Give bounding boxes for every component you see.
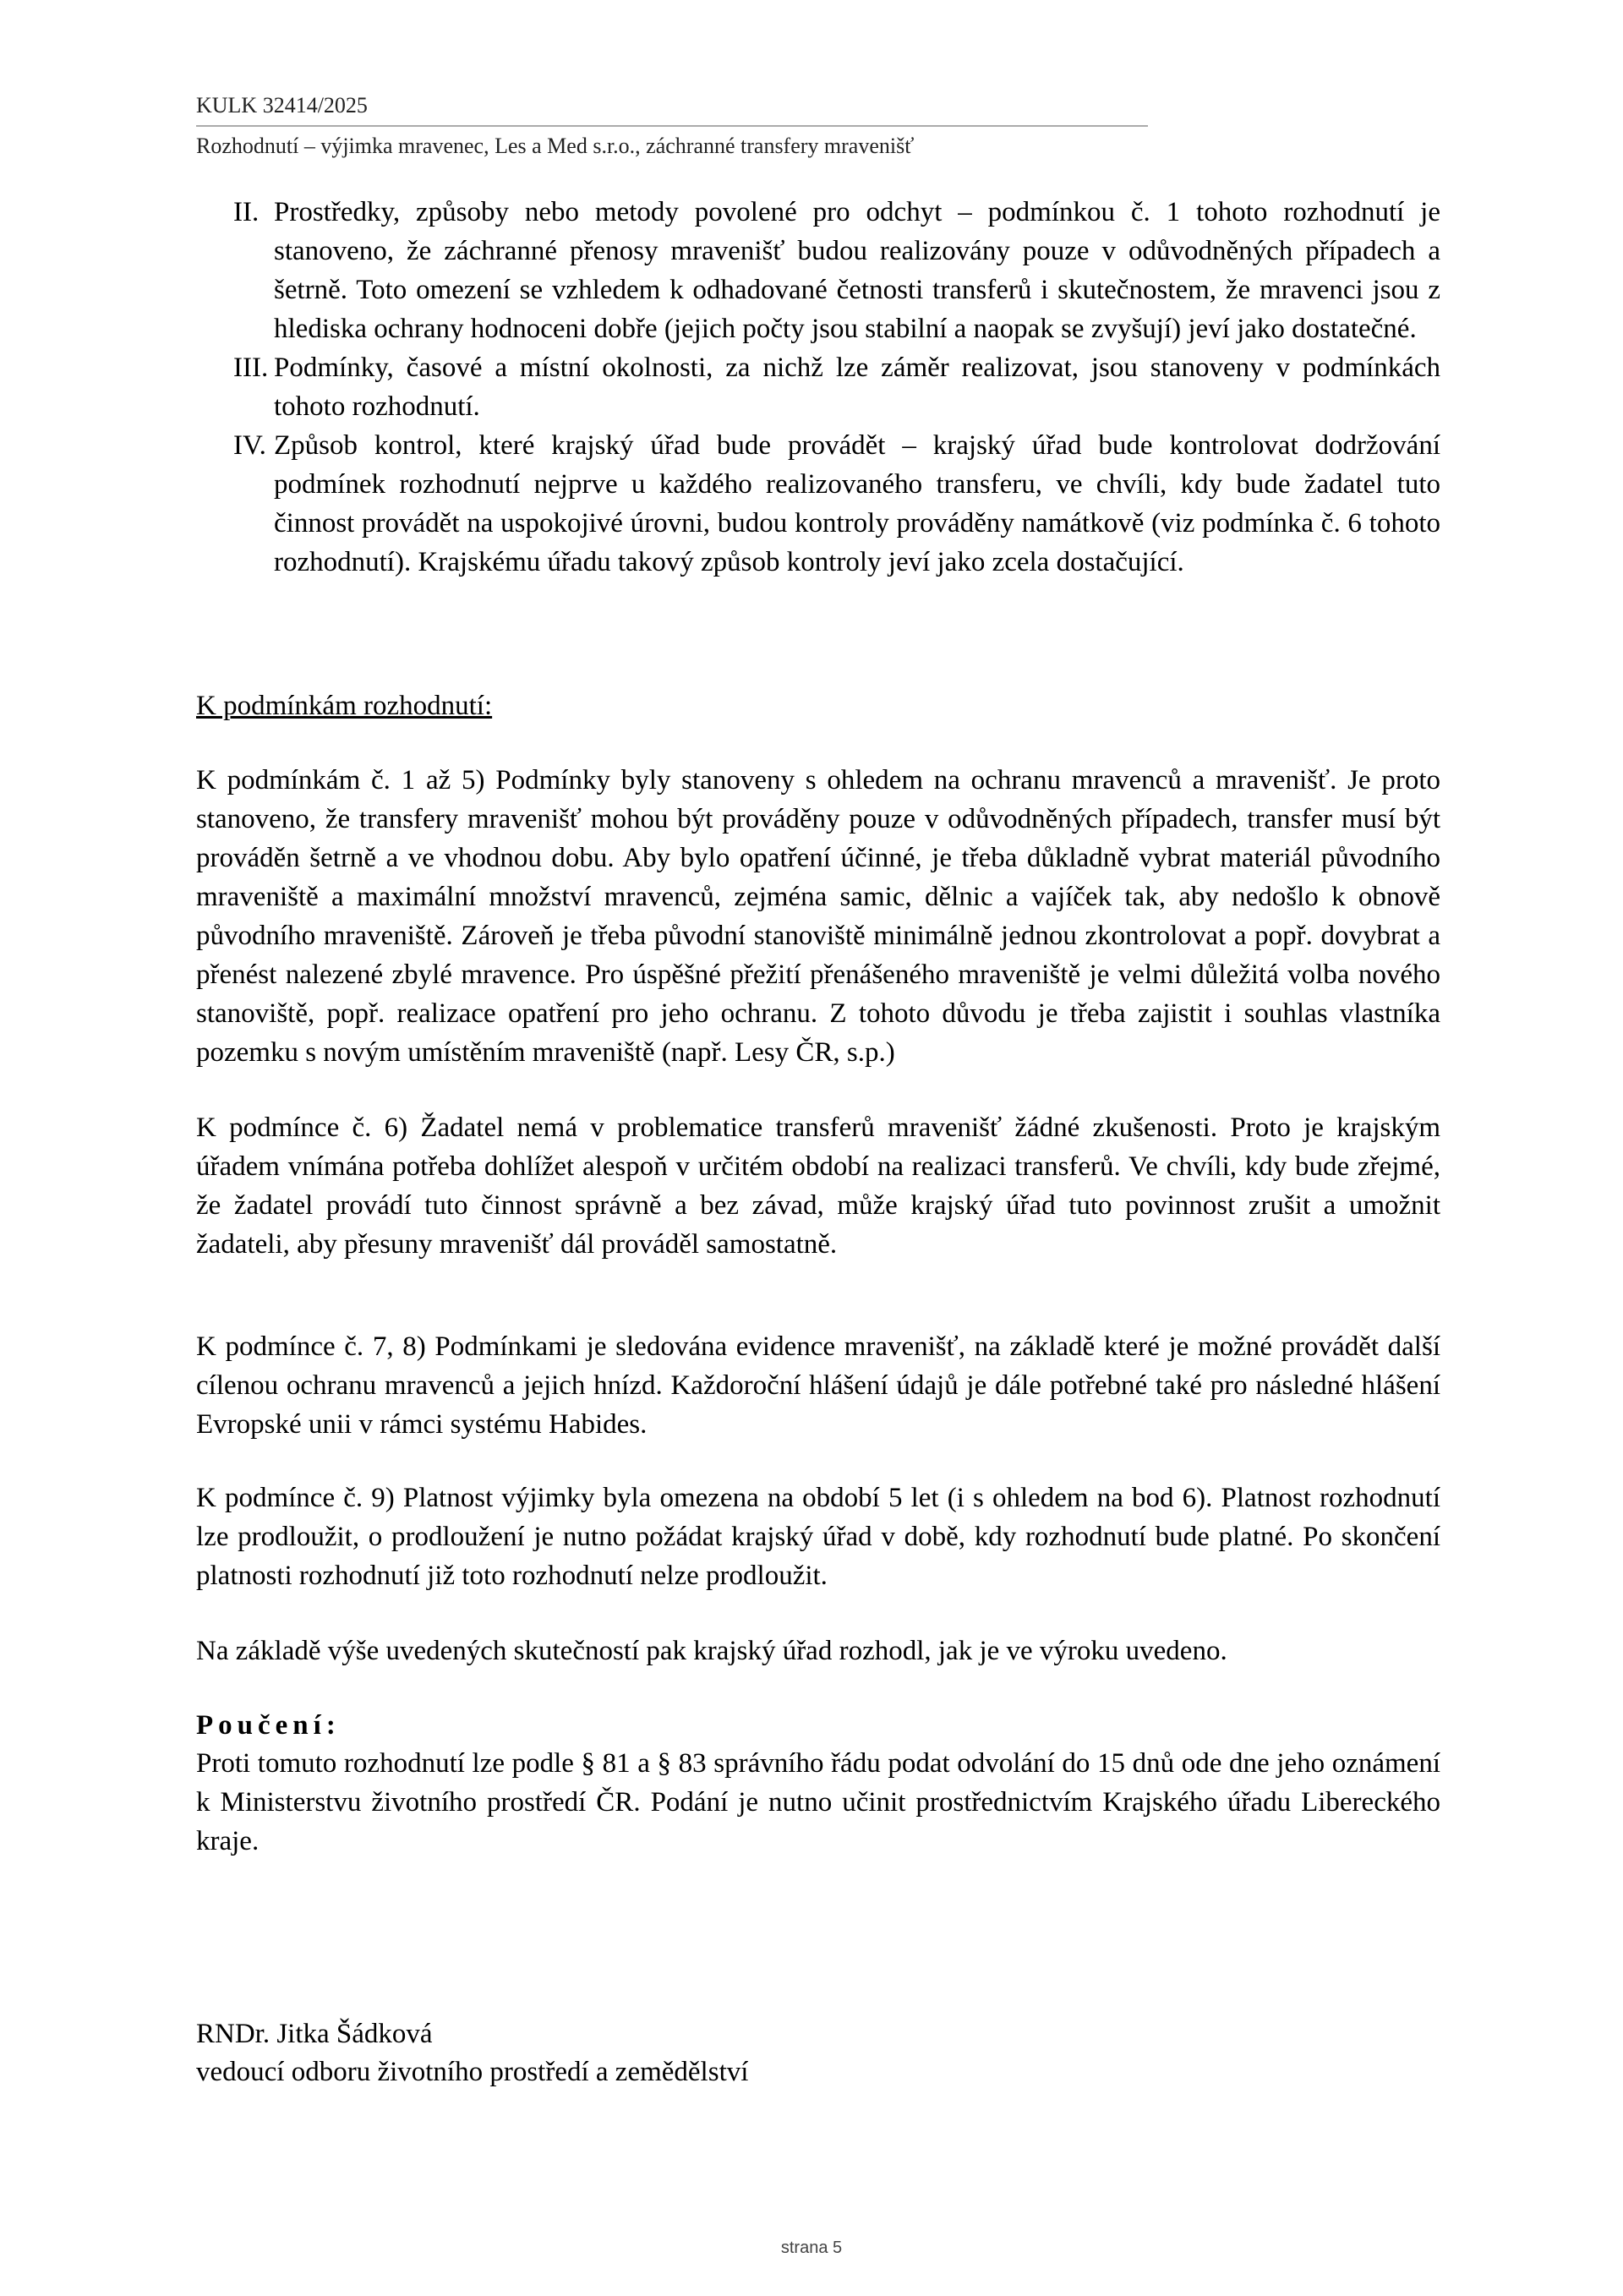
instruction-title: Poučení: (196, 1710, 341, 1741)
paragraph-conditions-1-5: K podmínkám č. 1 až 5) Podmínky byly stanoveny s ohledem na ochranu mravenců a mravenišť. Je proto stanoveno, že transfery mravenišť mohou být prováděny pouze v odůvodněných případech, transfer musí být prováděn šetrně a ve vhodnou dobu. Aby bylo opatření účinné, je třeba důkladně vybrat materiál původního mraveniště a maximální množství mravenců, zejména samic, dělnic a vajíček tak, aby nedošlo k obnově původního mraveniště. Zároveň je třeba původní stanoviště minimálně jednou zkontrolovat a popř. dovybrat a přenést nalezené zbylé mravence. Pro úspěšné přežití přenášeného mraveniště je velmi důležitá volba nového stanoviště, popř. realizace opatření pro jeho ochranu. Z tohoto důvodu je třeba zajistit i souhlas vlastníka pozemku s novým umístěním mraveniště (např. Lesy ČR, s.p.) (196, 765, 1440, 1068)
paragraph-conditions-7-8: K podmínce č. 7, 8) Podmínkami je sledována evidence mravenišť, na základě které je možné provádět další cílenou ochranu mravenců a jejich hnízd. Každoroční hlášení údajů je dále potřebné také pro následné hlášení Evropské unii v rámci systému Habides. (196, 1331, 1440, 1440)
signature-position: vedoucí odboru životního prostředí a zemědělství (196, 2057, 749, 2087)
signature-name: RNDr. Jitka Šádková (196, 2019, 433, 2049)
justification-list (196, 193, 1440, 582)
document-reference: KULK 32414/2025 (196, 93, 368, 118)
conditions-heading: K podmínkám rozhodnutí: (196, 691, 493, 721)
paragraph-condition-9: K podmínce č. 9) Platnost výjimky byla omezena na období 5 let (i s ohledem na bod 6). Platnost rozhodnutí lze prodloužit, o prodloužení je nutno požádat krajský úřad v době, kdy rozhodnutí bude platné. Po skončení platnosti rozhodnutí již toto rozhodnutí nelze prodloužit. (196, 1483, 1440, 1591)
header-divider (196, 125, 1148, 127)
list-item (196, 348, 1440, 426)
list-text: Způsob kontrol, které krajský úřad bude provádět – krajský úřad bude kontrolovat dodržování podmínek rozhodnutí nejprve u každého realizovaného transferu, ve chvíli, kdy bude žadatel tuto činnost provádět na uspokojivé úrovni, budou kontroly prováděny namátkově (viz podmínka č. 6 tohoto rozhodnutí). Krajskému úřadu takový způsob kontroly jeví jako zcela dostačující. (274, 430, 1440, 577)
list-text: Prostředky, způsoby nebo metody povolené pro odchyt – podmínkou č. 1 tohoto rozhodnutí je stanoveno, že záchranné přenosy mravenišť budou realizovány pouze v odůvodněných případech a šetrně. Toto omezení se vzhledem k odhadované četnosti transferů i skutečnostem, že mravenci jsou z hlediska ochrany hodnoceni dobře (jejich počty jsou stabilní a naopak se zvyšují) jeví jako dostatečné. (274, 197, 1440, 344)
paragraph-conclusion: Na základě výše uvedených skutečností pak krajský úřad rozhodl, jak je ve výroku uvedeno. (196, 1636, 1227, 1666)
paragraph-condition-6: K podmínce č. 6) Žadatel nemá v problematice transferů mravenišť žádné zkušenosti. Proto je krajským úřadem vnímána potřeba dohlížet alespoň v určitém období na realizaci transferů. Ve chvíli, kdy bude zřejmé, že žadatel provádí tuto činnost správně a bez závad, může krajský úřad tuto povinnost zrušit a umožnit žadateli, aby přesuny mravenišť dál prováděl samostatně. (196, 1112, 1440, 1260)
document-subject: Rozhodnutí – výjimka mravenec, Les a Med s.r.o., záchranné transfery mravenišť (196, 134, 915, 158)
list-item (196, 193, 1440, 348)
list-number: III. (233, 353, 269, 383)
list-number: II. (233, 197, 260, 227)
page-number: strana 5 (780, 2239, 843, 2257)
list-text: Podmínky, časové a místní okolnosti, za nichž lze záměr realizovat, jsou stanoveny v podmínkách tohoto rozhodnutí. (274, 353, 1440, 422)
instruction-text: Proti tomuto rozhodnutí lze podle § 81 a § 83 správního řádu podat odvolání do 15 dnů ode dne jeho oznámení k Ministerstvu životního prostředí ČR. Podání je nutno učinit prostřednictvím Krajského úřadu Libereckého kraje. (196, 1748, 1440, 1856)
list-number: IV. (233, 430, 266, 461)
list-item (196, 426, 1440, 582)
